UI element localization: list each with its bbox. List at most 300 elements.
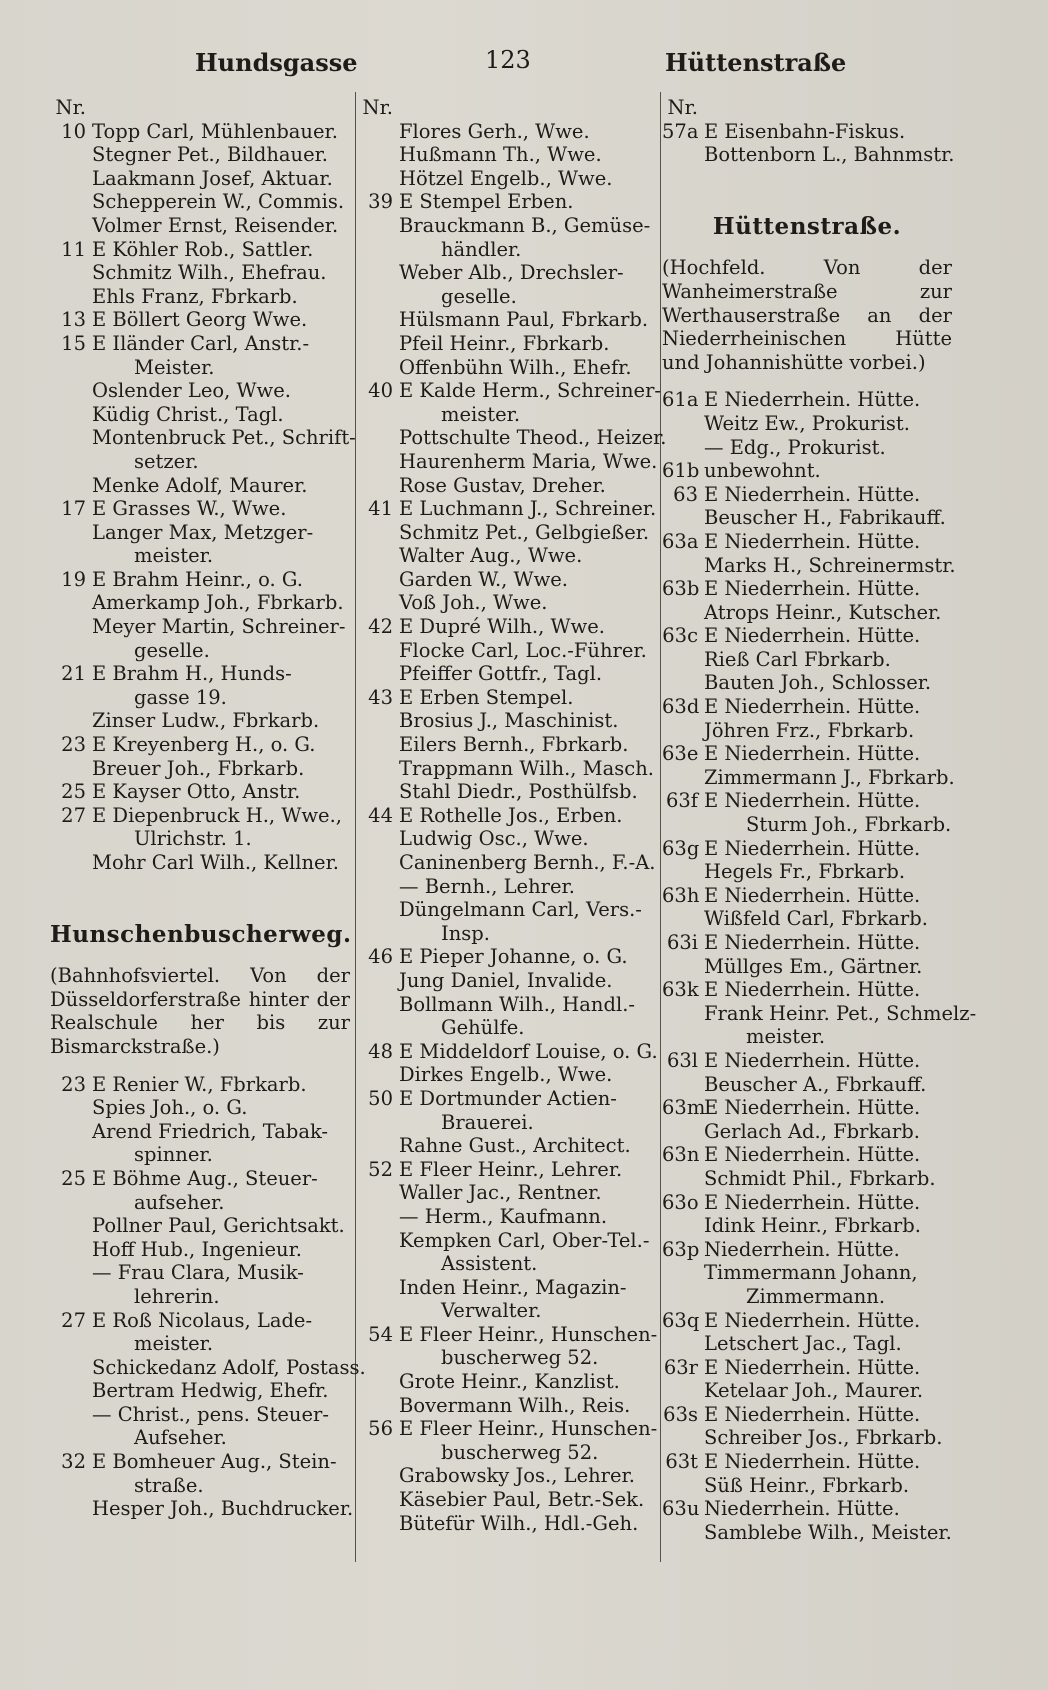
directory-entry bbox=[662, 884, 952, 908]
directory-entry bbox=[50, 426, 356, 450]
entry-text: Schmitz Pet., Gelbgießer. bbox=[399, 520, 650, 544]
directory-entry bbox=[357, 167, 657, 191]
directory-entry bbox=[50, 167, 350, 191]
directory-entry bbox=[357, 1323, 657, 1347]
directory-entry bbox=[357, 1441, 657, 1465]
directory-entry bbox=[50, 190, 350, 214]
entry-text: Meister. bbox=[134, 355, 215, 379]
directory-entry bbox=[50, 615, 350, 639]
entry-text: E Renier W., Fbrkarb. bbox=[92, 1072, 307, 1096]
entry-text: Düngelmann Carl, Vers.- bbox=[399, 898, 642, 922]
directory-entry bbox=[357, 804, 657, 828]
entry-text: Dirkes Engelb., Wwe. bbox=[399, 1063, 613, 1087]
entry-text: — Bernh., Lehrer. bbox=[399, 874, 575, 898]
entry-text: E Niederrhein. Hütte. bbox=[704, 883, 921, 907]
directory-entry bbox=[357, 780, 657, 804]
house-number: 63o bbox=[662, 1190, 699, 1214]
entry-text: E Köhler Rob., Sattler. bbox=[92, 237, 314, 261]
directory-entry bbox=[357, 1229, 657, 1253]
entry-text: Schickedanz Adolf, Postass. bbox=[92, 1355, 366, 1379]
entry-text: Hesper Joh., Buchdrucker. bbox=[92, 1497, 354, 1521]
directory-entry bbox=[357, 875, 657, 899]
directory-entry bbox=[357, 733, 657, 757]
directory-entry bbox=[50, 686, 350, 710]
directory-entry bbox=[357, 1464, 657, 1488]
entry-text: Ketelaar Joh., Maurer. bbox=[704, 1379, 924, 1403]
directory-entry bbox=[662, 1403, 952, 1427]
house-number: 50 bbox=[368, 1086, 393, 1110]
entry-text: Schmitz Wilh., Ehefrau. bbox=[92, 261, 327, 285]
entry-text: Niederrhein. Hütte. bbox=[704, 1237, 900, 1261]
entry-text: E Eisenbahn-Fiskus. bbox=[704, 119, 906, 143]
directory-entry bbox=[50, 143, 350, 167]
entry-text: Idink Heinr., Fbrkarb. bbox=[704, 1214, 921, 1238]
entry-text: Waller Jac., Rentner. bbox=[399, 1181, 602, 1205]
entry-text: Assistent. bbox=[441, 1252, 538, 1276]
directory-entry bbox=[662, 1379, 952, 1403]
entry-text: Caninenberg Bernh., F.-A. bbox=[399, 851, 656, 874]
directory-entry bbox=[50, 1238, 350, 1262]
directory-entry bbox=[50, 1261, 350, 1285]
directory-entry bbox=[357, 308, 657, 332]
directory-entry bbox=[357, 379, 661, 403]
house-number: Nr. bbox=[362, 96, 393, 119]
directory-entry bbox=[357, 1252, 657, 1276]
directory-entry bbox=[357, 851, 657, 875]
entry-text: Offenbühn Wilh., Ehefr. bbox=[399, 355, 632, 379]
directory-entry bbox=[357, 1417, 657, 1441]
entry-text: Gehülfe. bbox=[441, 1016, 525, 1040]
entry-text: Montenbruck Pet., Schrift- bbox=[92, 426, 356, 450]
house-number: 13 bbox=[61, 308, 86, 332]
directory-entry bbox=[50, 1214, 350, 1238]
entry-text: Langer Max, Metzger- bbox=[92, 520, 314, 544]
entry-text: E Niederrhein. Hütte. bbox=[704, 1308, 921, 1332]
directory-entry bbox=[357, 639, 657, 663]
directory-entry bbox=[357, 1040, 657, 1064]
entry-text: Käsebier Paul, Betr.-Sek. bbox=[399, 1488, 645, 1512]
directory-entry bbox=[50, 497, 350, 521]
entry-text: E Niederrhein. Hütte. bbox=[704, 1048, 921, 1072]
directory-entry bbox=[662, 483, 952, 507]
directory-entry bbox=[50, 804, 350, 828]
directory-entry bbox=[662, 1191, 952, 1215]
directory-entry bbox=[357, 568, 657, 592]
entry-text: Brosius J., Maschinist. bbox=[399, 709, 619, 733]
entry-text: gasse 19. bbox=[134, 685, 227, 709]
directory-entry bbox=[50, 450, 350, 474]
directory-entry bbox=[50, 1167, 350, 1191]
directory-entry bbox=[357, 662, 657, 686]
entry-text: händler. bbox=[441, 237, 522, 261]
entry-text: — Christ., pens. Steuer- bbox=[92, 1402, 329, 1426]
entry-text: E Niederrhein. Hütte. bbox=[704, 931, 921, 954]
house-number: 63g bbox=[662, 836, 700, 860]
entry-text: E Kayser Otto, Anstr. bbox=[92, 780, 301, 804]
directory-entry bbox=[662, 1332, 952, 1356]
entry-text: meister. bbox=[134, 544, 214, 568]
entry-text: E Böhme Aug., Steuer- bbox=[92, 1166, 318, 1190]
directory-entry bbox=[50, 308, 350, 332]
entry-text: Flocke Carl, Loc.-Führer. bbox=[399, 638, 647, 662]
directory-entry bbox=[357, 1370, 657, 1394]
directory-entry bbox=[357, 190, 657, 214]
directory-entry bbox=[662, 765, 955, 790]
entry-text: E Kalde Herm., Schreiner- bbox=[399, 379, 661, 403]
directory-entry bbox=[662, 1049, 952, 1073]
entry-text: E Luchmann J., Schreiner. bbox=[399, 497, 657, 521]
entry-text: Bütefür Wilh., Hdl.-Geh. bbox=[399, 1511, 639, 1535]
entry-text: Müllges Em., Gärtner. bbox=[704, 954, 923, 978]
directory-entry bbox=[662, 860, 952, 884]
entry-text: E Roß Nicolaus, Lade- bbox=[92, 1308, 313, 1332]
directory-entry bbox=[50, 356, 350, 380]
directory-entry bbox=[357, 474, 657, 498]
directory-entry bbox=[662, 553, 956, 578]
entry-text: E Niederrhein. Hütte. bbox=[704, 978, 921, 1002]
entry-text: Bollmann Wilh., Handl.- bbox=[399, 992, 635, 1016]
directory-entry bbox=[662, 1521, 952, 1545]
directory-entry bbox=[662, 1426, 952, 1450]
directory-entry bbox=[357, 1016, 657, 1040]
directory-entry bbox=[662, 1261, 952, 1285]
directory-entry bbox=[50, 780, 350, 804]
entry-text: geselle. bbox=[134, 638, 210, 662]
entry-text: Wißfeld Carl, Fbrkarb. bbox=[704, 907, 928, 931]
house-number: 63t bbox=[665, 1450, 698, 1474]
entry-text: E Grasses W., Wwe. bbox=[92, 497, 287, 521]
entry-text: Bottenborn L., Bahnmstr. bbox=[704, 143, 955, 167]
entry-text: E Iländer Carl, Anstr.- bbox=[92, 331, 310, 355]
entry-text: Ulrichstr. 1. bbox=[134, 827, 252, 851]
entry-text: E Niederrhein. Hütte. bbox=[704, 742, 921, 766]
entry-text: Bauten Joh., Schlosser. bbox=[704, 671, 932, 695]
directory-entry bbox=[50, 1474, 350, 1498]
entry-text: Inden Heinr., Magazin- bbox=[399, 1275, 627, 1299]
directory-entry bbox=[357, 1158, 657, 1182]
entry-text: Ludwig Osc., Wwe. bbox=[399, 827, 589, 851]
directory-entry bbox=[50, 474, 350, 498]
entry-text: buscherweg 52. bbox=[441, 1440, 599, 1464]
entry-text: Arend Friedrich, Tabak- bbox=[92, 1119, 329, 1143]
directory-entry bbox=[357, 450, 657, 474]
directory-entry bbox=[357, 1488, 657, 1512]
directory-entry bbox=[662, 648, 952, 672]
entry-text: — Frau Clara, Musik- bbox=[92, 1261, 304, 1285]
directory-entry bbox=[50, 591, 350, 615]
directory-entry bbox=[357, 1394, 657, 1418]
directory-entry bbox=[50, 639, 350, 663]
directory-entry bbox=[662, 1096, 952, 1120]
directory-entry bbox=[662, 1356, 952, 1380]
entry-text: Grote Heinr., Kanzlist. bbox=[399, 1370, 620, 1394]
house-number: 23 bbox=[61, 1072, 86, 1096]
directory-entry bbox=[357, 1205, 657, 1229]
directory-entry bbox=[357, 945, 657, 969]
directory-entry bbox=[357, 143, 657, 167]
directory-entry bbox=[662, 978, 952, 1002]
entry-text: Ehls Franz, Fbrkarb. bbox=[92, 284, 298, 308]
directory-entry bbox=[50, 733, 350, 757]
directory-entry bbox=[662, 813, 952, 837]
directory-entry bbox=[50, 1497, 354, 1521]
entry-text: Beuscher H., Fabrikauff. bbox=[704, 506, 946, 530]
entry-text: Pfeil Heinr., Fbrkarb. bbox=[399, 331, 610, 355]
directory-entry bbox=[662, 1143, 952, 1167]
directory-entry bbox=[662, 1309, 952, 1333]
house-number: 15 bbox=[61, 331, 86, 355]
house-number: 63h bbox=[662, 883, 700, 907]
directory-entry bbox=[50, 1379, 350, 1403]
column-divider bbox=[355, 92, 356, 1562]
directory-entry bbox=[357, 993, 657, 1017]
entry-text: Topp Carl, Mühlenbauer. bbox=[92, 119, 338, 143]
house-number: 61b bbox=[662, 459, 700, 483]
entry-text: Voß Joh., Wwe. bbox=[399, 591, 548, 615]
entry-text: Frank Heinr. Pet., Schmelz- bbox=[704, 1001, 977, 1025]
directory-entry bbox=[662, 1001, 977, 1026]
house-number: 10 bbox=[61, 119, 86, 143]
directory-entry bbox=[50, 285, 350, 309]
page-number: 123 bbox=[485, 46, 531, 74]
entry-text: geselle. bbox=[441, 284, 517, 308]
directory-entry bbox=[50, 521, 350, 545]
directory-entry bbox=[662, 1025, 952, 1049]
house-number: 63q bbox=[662, 1308, 700, 1332]
entry-text: E Middeldorf Louise, o. G. bbox=[399, 1039, 658, 1063]
entry-text: unbewohnt. bbox=[704, 459, 821, 483]
directory-entry bbox=[357, 969, 657, 993]
directory-entry bbox=[357, 521, 657, 545]
entry-text: Rieß Carl Fbrkarb. bbox=[704, 647, 891, 671]
entry-text: spinner. bbox=[134, 1143, 213, 1167]
directory-entry bbox=[357, 709, 657, 733]
entry-text: Hegels Fr., Fbrkarb. bbox=[704, 860, 906, 884]
entry-text: Süß Heinr., Fbrkarb. bbox=[704, 1473, 910, 1497]
directory-entry bbox=[357, 686, 657, 710]
directory-entry bbox=[357, 1134, 657, 1158]
directory-entry bbox=[50, 1309, 350, 1333]
house-number: 11 bbox=[61, 237, 86, 261]
entry-text: Oslender Leo, Wwe. bbox=[92, 379, 291, 403]
entry-text: Zimmermann J., Fbrkarb. bbox=[704, 765, 955, 789]
directory-entry bbox=[662, 671, 952, 695]
directory-entry bbox=[50, 1355, 366, 1380]
entry-list bbox=[662, 388, 977, 1544]
entry-text: Stahl Diedr., Posthülfsb. bbox=[399, 780, 638, 804]
entry-text: E Niederrhein. Hütte. bbox=[704, 1355, 921, 1379]
house-number: 63k bbox=[662, 978, 699, 1002]
directory-entry bbox=[50, 1285, 350, 1309]
entry-text: Insp. bbox=[441, 921, 490, 945]
directory-entry bbox=[50, 757, 350, 781]
entry-text: E Rothelle Jos., Erben. bbox=[399, 803, 623, 827]
directory-entry bbox=[662, 1285, 952, 1309]
entry-text: E Fleer Heinr., Hunschen- bbox=[399, 1417, 658, 1441]
entry-text: Amerkamp Joh., Fbrkarb. bbox=[92, 591, 344, 615]
entry-text: Stegner Pet., Bildhauer. bbox=[92, 143, 328, 167]
entry-text: E Niederrhein. Hütte. bbox=[704, 1143, 921, 1167]
entry-text: Menke Adolf, Maurer. bbox=[92, 473, 308, 497]
house-number: 63p bbox=[662, 1237, 700, 1261]
house-number: 57a bbox=[662, 119, 699, 143]
directory-entry bbox=[357, 1063, 657, 1087]
house-number: 27 bbox=[61, 803, 86, 827]
entry-text: Zinser Ludw., Fbrkarb. bbox=[92, 709, 320, 733]
entry-text: Trappmann Wilh., Masch. bbox=[399, 756, 654, 780]
directory-entry bbox=[357, 332, 657, 356]
directory-entry bbox=[662, 459, 952, 483]
entry-text: E Niederrhein. Hütte. bbox=[704, 1190, 921, 1214]
house-number: 54 bbox=[368, 1322, 393, 1346]
entry-list bbox=[50, 1072, 366, 1521]
entry-text: E Niederrhein. Hütte. bbox=[704, 482, 921, 506]
entry-text: E Stempel Erben. bbox=[399, 190, 574, 214]
directory-entry bbox=[357, 1512, 657, 1536]
entry-text: E Dortmunder Actien- bbox=[399, 1086, 617, 1110]
entry-text: straße. bbox=[134, 1473, 204, 1497]
house-number: 46 bbox=[368, 945, 393, 969]
house-number: 23 bbox=[61, 733, 86, 757]
house-number: 63a bbox=[662, 529, 699, 553]
directory-entry bbox=[50, 214, 350, 238]
page-header bbox=[40, 40, 990, 90]
directory-entry bbox=[662, 837, 952, 861]
entry-text: Gerlach Ad., Fbrkarb. bbox=[704, 1119, 920, 1143]
header-right-street: Hüttenstraße bbox=[665, 48, 847, 77]
house-number: Nr. bbox=[667, 96, 698, 119]
directory-entry bbox=[357, 898, 657, 922]
entry-text: E Bomheuer Aug., Stein- bbox=[92, 1450, 337, 1474]
column-middle bbox=[357, 96, 667, 1535]
entry-text: Garden W., Wwe. bbox=[399, 567, 569, 591]
house-number: 21 bbox=[61, 662, 86, 686]
directory-entry bbox=[50, 261, 350, 285]
directory-entry bbox=[662, 412, 952, 436]
entry-text: Jung Daniel, Invalide. bbox=[399, 968, 613, 992]
house-number: 63l bbox=[666, 1048, 698, 1072]
entry-text: Kempken Carl, Ober-Tel.- bbox=[399, 1228, 650, 1252]
directory-entry bbox=[357, 261, 657, 285]
directory-entry bbox=[662, 143, 955, 167]
directory-entry bbox=[662, 577, 952, 601]
entry-text: Schepperein W., Commis. bbox=[92, 190, 345, 214]
entry-text: E Niederrhein. Hütte. bbox=[704, 624, 921, 648]
directory-entry bbox=[357, 544, 657, 568]
entry-text: Aufseher. bbox=[134, 1426, 227, 1450]
header-left-street: Hundsgasse bbox=[195, 48, 358, 77]
directory-entry bbox=[50, 544, 350, 568]
house-number: 63u bbox=[662, 1497, 700, 1521]
column-divider bbox=[660, 92, 661, 1562]
entry-text: Hülsmann Paul, Fbrkarb. bbox=[399, 308, 649, 332]
directory-entry bbox=[50, 1120, 350, 1144]
directory-entry bbox=[50, 1332, 350, 1356]
entry-text: Letschert Jac., Tagl. bbox=[704, 1332, 902, 1356]
house-number: 25 bbox=[61, 780, 86, 804]
entry-text: Weitz Ew., Prokurist. bbox=[704, 411, 910, 435]
entry-text: meister. bbox=[746, 1025, 826, 1049]
house-number: 27 bbox=[61, 1308, 86, 1332]
directory-entry bbox=[662, 1497, 952, 1521]
house-number: 63b bbox=[662, 577, 700, 601]
entry-text: Hoff Hub., Ingenieur. bbox=[92, 1237, 302, 1261]
directory-entry bbox=[662, 907, 952, 931]
directory-entry bbox=[662, 1167, 952, 1191]
entry-text: Rahne Gust., Architect. bbox=[399, 1134, 631, 1158]
house-number: 56 bbox=[368, 1417, 393, 1441]
entry-text: Rose Gustav, Dreher. bbox=[399, 473, 606, 497]
house-number: 63r bbox=[663, 1355, 698, 1379]
directory-entry bbox=[357, 214, 657, 238]
directory-entry bbox=[357, 1087, 657, 1111]
directory-entry bbox=[662, 1073, 952, 1097]
entry-text: E Niederrhein. Hütte. bbox=[704, 695, 921, 719]
directory-entry bbox=[50, 1450, 350, 1474]
entry-text: Flores Gerh., Wwe. bbox=[399, 119, 590, 143]
house-number: 63s bbox=[663, 1402, 698, 1426]
entry-text: Atrops Heinr., Kutscher. bbox=[704, 600, 942, 624]
house-number: 40 bbox=[368, 379, 393, 403]
directory-entry bbox=[50, 851, 350, 875]
directory-entry bbox=[357, 1346, 657, 1370]
directory-entry bbox=[357, 426, 667, 450]
entry-list bbox=[50, 96, 356, 875]
directory-entry bbox=[50, 568, 350, 592]
section-description: (Hochfeld. Von der Wanheimerstraße zur Werthauserstraße an der Niederrheinischen Hütte und Johannishütte vorbei.) bbox=[662, 256, 952, 374]
entry-text: E Pieper Johanne, o. G. bbox=[399, 945, 628, 969]
entry-text: E Fleer Heinr., Hunschen- bbox=[399, 1322, 658, 1346]
directory-entry bbox=[357, 497, 657, 521]
entry-text: Küdig Christ., Tagl. bbox=[92, 402, 284, 426]
entry-text: E Brahm H., Hunds- bbox=[92, 662, 292, 686]
directory-entry bbox=[662, 506, 952, 530]
entry-text: Sturm Joh., Fbrkarb. bbox=[746, 813, 952, 837]
directory-entry bbox=[662, 1238, 952, 1262]
entry-text: Bertram Hedwig, Ehefr. bbox=[92, 1379, 329, 1403]
directory-entry bbox=[662, 719, 952, 743]
entry-text: buscherweg 52. bbox=[441, 1346, 599, 1370]
house-number: 63f bbox=[665, 789, 698, 813]
house-number: 63d bbox=[662, 695, 700, 719]
directory-entry bbox=[662, 955, 952, 979]
entry-text: Pfeiffer Gottfr., Tagl. bbox=[399, 662, 603, 686]
directory-entry bbox=[357, 403, 657, 427]
directory-entry bbox=[662, 742, 952, 766]
directory-entry bbox=[662, 789, 952, 813]
entry-text: E Niederrhein. Hütte. bbox=[704, 577, 921, 601]
directory-entry bbox=[357, 1276, 657, 1300]
entry-text: — Herm., Kaufmann. bbox=[399, 1204, 608, 1228]
directory-entry bbox=[50, 379, 350, 403]
directory-entry bbox=[50, 1073, 350, 1097]
directory-entry bbox=[357, 591, 657, 615]
entry-text: E Brahm Heinr., o. G. bbox=[92, 567, 303, 591]
house-number: 44 bbox=[368, 803, 393, 827]
entry-text: Marks H., Schreinermstr. bbox=[704, 553, 956, 577]
directory-entry bbox=[50, 709, 350, 733]
directory-entry bbox=[357, 827, 657, 851]
entry-text: Schmidt Phil., Fbrkarb. bbox=[704, 1166, 936, 1190]
directory-entry bbox=[50, 1403, 350, 1427]
entry-text: E Fleer Heinr., Lehrer. bbox=[399, 1157, 623, 1181]
directory-entry bbox=[50, 1143, 350, 1167]
entry-text: Zimmermann. bbox=[746, 1284, 886, 1308]
directory-entry bbox=[662, 388, 952, 412]
directory-entry bbox=[357, 356, 657, 380]
entry-text: Niederrhein. Hütte. bbox=[704, 1497, 900, 1521]
entry-text: E Niederrhein. Hütte. bbox=[704, 1450, 921, 1474]
